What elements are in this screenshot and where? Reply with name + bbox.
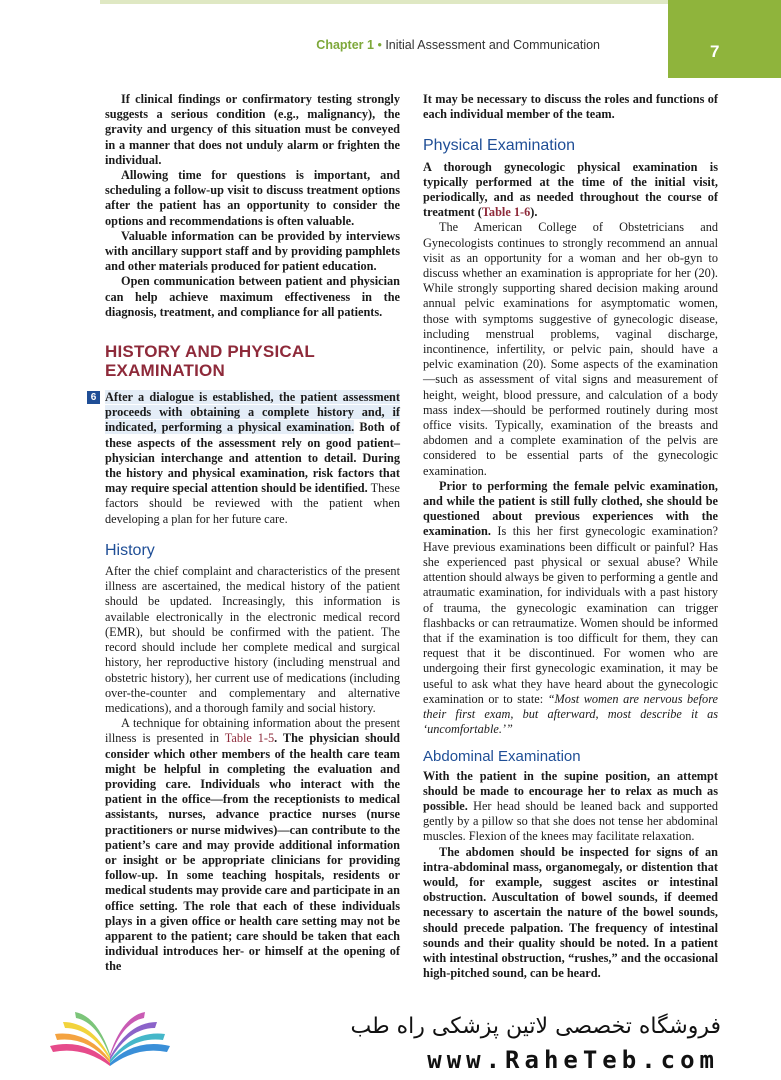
text-run: With the patient in the supine position, an attempt should be made to encourage her to relax as much as possible. (423, 768, 718, 813)
left-column (90, 92, 400, 975)
store-name: فروشگاه تخصصی لاتین پزشکی راه طب (350, 1014, 721, 1039)
chapter-label: Chapter 1 (316, 38, 374, 52)
key-point-number: 6 (87, 391, 100, 404)
paragraph (423, 769, 718, 845)
text-run: A thorough gynecologic physical examination is typically performed at the time of the initial visit, periodically, and as needed throughout the course of treatment ( (423, 159, 718, 220)
key-point-plain: These factors should be reviewed with the patient when developing a plan for her future care. (105, 481, 400, 526)
key-point-highlight: After a dialogue is established, the patient assessment proceeds with obtaining a complete history and, if indicated, performing a physical examination. (105, 390, 400, 435)
paragraph: Open communication between patient and physician can help achieve maximum effectiveness in the diagnosis, treatment, and compliance for all patients. (105, 274, 400, 319)
text-run: A technique for obtaining information about the present illness is presented in (105, 716, 400, 746)
header-rule (100, 0, 670, 4)
paragraph: It may be necessary to discuss the roles and functions of each individual member of the team. (423, 92, 718, 122)
paragraph (105, 716, 400, 974)
paragraph: The American College of Obstetricians and Gynecologists continues to strongly recommend an annual visit as an opportunity for a woman and her ob-gyn to discuss whether an examination is appropriate for her (20). While strongly supporting shared decision making around annual pelvic examinations for asymptomatic women, those with symptoms suggestive of gynecologic disease, including menstrual problems, vaginal discharge, incontinence, infertility, or pelvic pain, should have a pelvic examination (20). Some aspects of the examination—such as assessment of vital signs and measurement of height, weight, blood pressure, and calculation of a body mass index—should be performed routinely during most office visits. Typically, examination of the breasts and abdomen and a complete examination of the pelvis are considered to be essential parts of the gynecologic examination. (423, 220, 718, 478)
paragraph: If clinical findings or confirmatory testing strongly suggests a serious condition (e.g., malignancy), the gravity and urgency of this situation must be conveyed in a manner that does not unduly alarm or frighten the individual. (105, 92, 400, 167)
paragraph (423, 479, 718, 737)
right-column (423, 92, 718, 981)
running-header (0, 38, 600, 52)
subsection-heading-abdominal-examination: Abdominal Examination (423, 748, 581, 766)
paragraph: Allowing time for questions is important, and scheduling a follow-up visit to discuss treatment options after the patient has an opportunity to consider the options and recommendations is often valuable. (105, 168, 400, 228)
store-url: www.RaheTeb.com (427, 1046, 719, 1074)
text-run: ). (530, 205, 538, 220)
table-reference-link[interactable]: Table 1-6 (481, 205, 531, 220)
major-heading (105, 342, 400, 380)
table-reference-link[interactable]: Table 1-5 (224, 731, 275, 746)
text-run: . The physician should consider which other members of the health care team might be helpful in completing the evaluation and providing care. Individuals who interact with the patient in the office—from the receptionists to medical assistants, nurses, advance practice nurses (nurse practitioners or nurse midwives)—can contribute to the patient’s care and may provide additional information or insight or be appropriate clinicians for providing follow-up. In some teaching hospitals, residents or medical students may provide care and participate in an office setting. The role that each of these individuals plays in a given office or health care setting may not be apparent to the patient; care should be taken that each individual introduces her- or himself at the opening of the (105, 731, 400, 974)
section-heading-history: History (105, 541, 155, 559)
section-heading-physical-examination: Physical Examination (423, 137, 576, 155)
text-run: Her head should be leaned back and supported gently by a pillow so that she does not tense her abdominal muscles. Flexion of the knees may facilitate relaxation. (423, 798, 718, 844)
paragraph: After the chief complaint and characteristics of the present illness are ascertained, the medical history of the patient should be updated. Increasingly, this information is available electronically in the electronic medical record (EMR), but should be confirmed with the patient. The record should include her complete medical and surgical history, her reproductive history (including menstrual and obstetric history), her current use of medications (including over-the-counter and complementary and alternative medications), and a thorough family and social history. (105, 564, 400, 715)
page-number-tab (668, 0, 781, 78)
text-run: Prior to performing the female pelvic examination, and while the patient is still fully clothed, she should be questioned about previous experiences with the examination. (423, 478, 718, 539)
header-separator: • (377, 38, 382, 52)
quote: “Most women are nervous before their first exam, but afterward, most describe it as ‘uncomfortable.’” (423, 691, 718, 737)
major-heading-line-2: EXAMINATION (105, 361, 225, 381)
book-logo-icon (45, 1008, 175, 1070)
paragraph: Valuable information can be provided by interviews with ancillary support staff and by providing pamphlets and other materials produced for patient education. (105, 228, 400, 274)
page-number: 7 (710, 42, 720, 61)
key-point-paragraph (90, 390, 400, 527)
chapter-title: Initial Assessment and Communication (385, 38, 600, 52)
text-run: Is this her first gynecologic examination? Have previous examinations been difficult or painful? Has she experienced past physical or sexual abuse? While attention should always be given to performing a gentle and atraumatic examination, for individuals with a past history of trauma, the gynecologic examination can trigger flashbacks or can retraumatize. Women should be informed that if the examination is too difficult for them, they can request that it be discontinued. For women who are undergoing their first gynecologic examination, it may be useful to ask what they have heard about the gynecologic examination or to state: (423, 524, 718, 706)
key-point-bold: Both of these aspects of the assessment rely on good patient–physician interchange and attention to detail. During the history and physical examination, risk factors that may require special attention should be identified. (105, 420, 400, 496)
paragraph (423, 160, 718, 221)
paragraph: The abdomen should be inspected for signs of an intra-abdominal mass, organomegaly, or distention that would, for example, suggest ascites or intestinal obstruction. Auscultation of bowel sounds, if deemed necessary to ascertain the nature of the bowel sounds, should precede palpation. The frequency of intestinal sounds and their quality should be noted. In a patient with intestinal obstruction, “rushes,” and the occasional high-pitched sound, can be heard. (423, 844, 718, 981)
major-heading-line-1: HISTORY AND PHYSICAL (105, 342, 315, 362)
